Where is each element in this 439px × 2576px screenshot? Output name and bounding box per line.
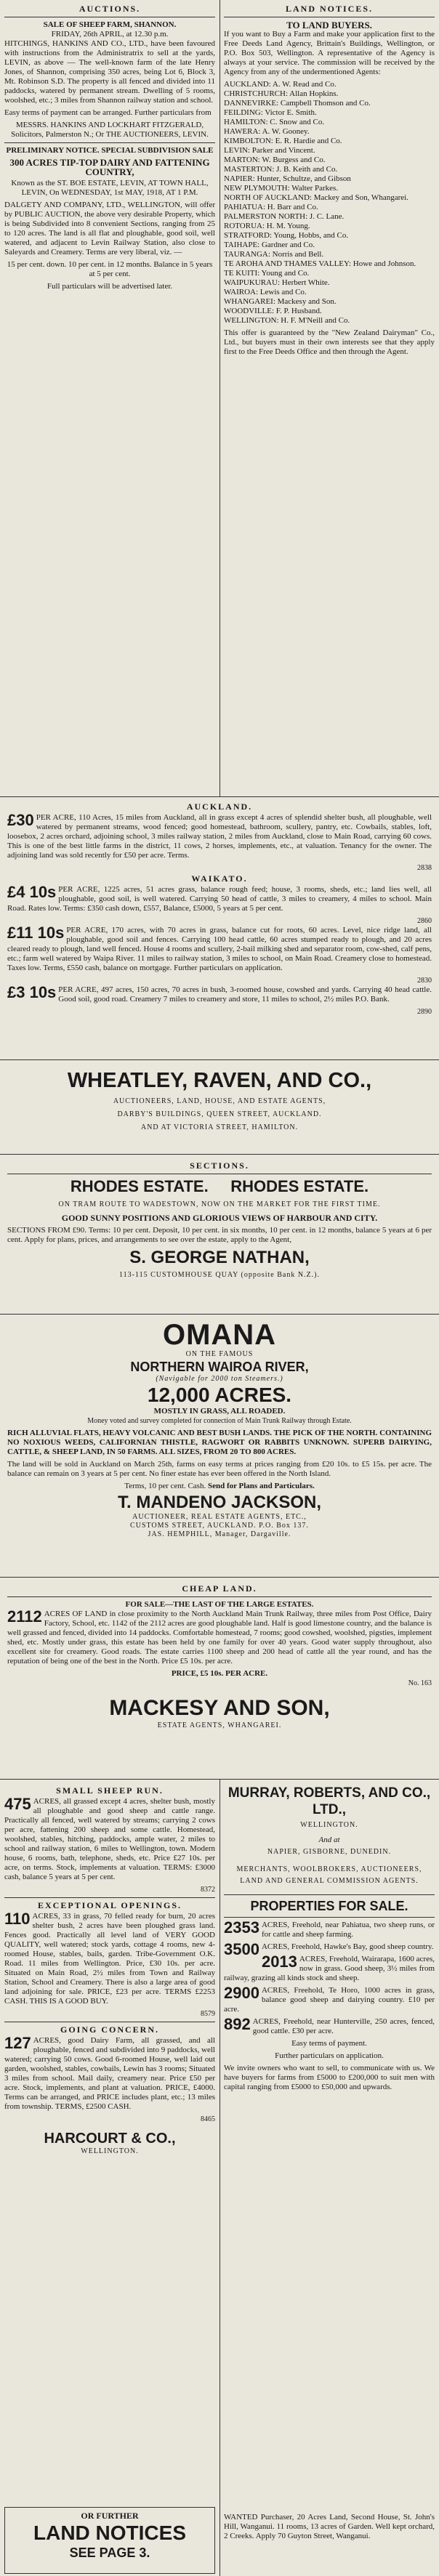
property-acres: 3500 — [224, 1940, 259, 1958]
waikato-body-3: PER ACRE, 497 acres, 150 acres, 70 acres in bush, 3-roomed house, cowshed and yards. Carrying 40 head cattle. Good soil, good road. Creamery 7 miles to creamery and store, 11 miles to school, 2½ miles P.O. Bank. — [58, 985, 432, 1004]
murray-and-at: And at — [318, 1836, 340, 1844]
divider — [224, 1917, 435, 1918]
murray-column — [224, 1785, 435, 2095]
cheap-land-acres: 2112 — [7, 1607, 42, 1626]
land-notices-column — [224, 3, 435, 360]
agent-item: HAWERA: A. W. Gooney. — [224, 127, 310, 136]
footer-line-3: SEE PAGE 3. — [69, 2545, 150, 2560]
waikato-listing-1 — [7, 885, 432, 913]
divider — [4, 142, 215, 143]
harcourt-name: HARCOURT & CO., — [44, 2131, 176, 2147]
section-divider — [0, 1577, 439, 1578]
buyers-title: TO LAND BUYERS. — [286, 20, 372, 31]
omana-terms: Terms, 10 per cent. Cash. — [124, 1482, 206, 1490]
omana-agent: T. MANDENO JACKSON, — [117, 1493, 322, 1512]
agent-item: TE AROHA AND THAMES VALLEY: Howe and Johnson. — [224, 259, 416, 268]
cheap-land-ref: No. 163 — [408, 1679, 432, 1687]
divider — [224, 1894, 435, 1895]
auctions-header: AUCTIONS. — [78, 4, 141, 14]
small-sheep-listing — [4, 1797, 215, 1882]
rhodes-views: GOOD SUNNY POSITIONS AND GLORIOUS VIEWS OF HARBOUR AND CITY. — [61, 1213, 378, 1223]
agent-item: PALMERSTON NORTH: J. C. Lane. — [224, 212, 345, 221]
property-body: ACRES, Freehold, Te Horo, 1000 acres in grass, balance good sheep and dairying country. £10 per acre. — [224, 1986, 435, 2014]
cheap-land-listing — [7, 1607, 432, 1666]
prelim-lead: 300 ACRES TIP-TOP DAIRY AND FATTENING COUNTRY, — [9, 157, 210, 177]
omana-agent-address: CUSTOMS STREET, AUCKLAND. P.O. Box 137. — [130, 1522, 309, 1530]
agent-item: HAMILTON: C. Snow and Co. — [224, 118, 325, 126]
cheap-land-price: PRICE, £5 10s. PER ACRE. — [171, 1669, 268, 1678]
agent-item: FEILDING: Victor E. Smith. — [224, 108, 317, 117]
small-sheep-acres: 475 — [4, 1795, 31, 1813]
agents-list — [224, 80, 435, 326]
omana-auction: The land will be sold in Auckland on March 25th, farms on easy terms at prices ranging from £20 10s. to £5 15s. per acre. The balance can remain on 3 years at 5 per cent. No finer estate has ever been offered in the North Island. — [7, 1460, 432, 1478]
property-body: ACRES, Freehold, Hawke's Bay, good sheep country. — [261, 1942, 434, 1951]
omana-money: Money voted and survey completed for connection of Main Trunk Railway through Estate. — [87, 1417, 352, 1425]
exceptional-listing — [4, 1912, 215, 2006]
small-sheep-body: ACRES, all grassed except 4 acres, shelter bush, mostly all ploughable and good sheep and cattle range. Practically all fenced, well watered by streams; carrying 2 cows per acre, fattening 200 sheep and some cattle. Homestead, woolshed, stables, hitching, paddocks, ample water, 2 miles to school and railway station, 6 miles to Wellington, town. Modern house, 6 rooms, bath, telephone, sheds, etc. Price £27 10s. per acre, on terms. Stock, implements at valuation. TERMS: £3000 cash, balance 5 years at 5 per cent. — [4, 1797, 215, 1881]
prelim-auctioneer: DALGETY AND COMPANY, LTD., WELLINGTON, will offer by PUBLIC AUCTION, the above very desirable Property, which is being Subdivided into 8 convenient Sections, ranging from 25 to 120 acres. The land is all flat and ploughable, good soil, well watered, and adjacent to Levin Railway Station, also close to Saleyards and Creamery. Terms are very liberal, viz. — — [4, 201, 215, 257]
rhodes-agent: S. GEORGE NATHAN, — [129, 1248, 310, 1267]
section-divider — [0, 1314, 439, 1315]
going-concern-body: ACRES, good Dairy Farm, all grassed, and all ploughable, fenced and subdivided into 9 paddocks, well watered; carrying 50 cows. Good 6-roomed House, well laid out garden, woolshed, stables, cowbails, Lewin has 3 rooms; Situated 3 miles from school. Mail daily, creamery near. Price £50 per acre. Stock, implements, and plant at valuation. PRICE, £4000. Terms can be arranged, and PRICE includes plant, etc.; 13 miles from township. TERMS, £2500 CASH. — [4, 2036, 215, 2111]
murray-sub: WELLINGTON. — [300, 1821, 358, 1829]
divider — [7, 1596, 432, 1597]
section-divider — [0, 1154, 439, 1155]
rhodes-tram: ON TRAM ROUTE TO WADESTOWN, NOW ON THE MARKET FOR THE FIRST TIME. — [58, 1200, 381, 1208]
agent-item: TE KUITI: Young and Co. — [224, 269, 310, 278]
waikato-ref-3: 2890 — [417, 1008, 432, 1016]
agent-item: LEVIN: Parker and Vincent. — [224, 146, 315, 155]
omana-acres-label: ACRES. — [214, 1384, 292, 1406]
footer-line-2: LAND NOTICES — [33, 2522, 186, 2544]
waikato-listing-3 — [7, 985, 432, 1004]
waikato-ref-2: 2830 — [417, 977, 432, 985]
agent-item: TAIHAPE: Gardner and Co. — [224, 241, 315, 249]
exceptional-header: EXCEPTIONAL OPENINGS. — [37, 1900, 182, 1910]
property-body: ACRES, Freehold, near Pahiatua, two sheep runs, or for cattle and sheep farming. — [261, 1921, 435, 1939]
properties-list — [224, 1918, 435, 2036]
mackesy-sub: ESTATE AGENTS, WHANGAREI. — [157, 1721, 282, 1729]
going-concern-acres: 127 — [4, 2034, 31, 2052]
agent-item: KIMBOLTON: E. R. Hardie and Co. — [224, 137, 342, 145]
waikato-header: WAIKATO. — [191, 873, 248, 884]
property-acres: 2900 — [224, 1984, 259, 2002]
wheatley-address-1: DARBY'S BUILDINGS, QUEEN STREET, AUCKLAND. — [117, 1110, 322, 1118]
auctions-column — [4, 3, 215, 294]
agent-item: AUCKLAND: A. W. Read and Co. — [224, 80, 337, 89]
omana-agent-local: JAS. HEMPHILL, Manager, Dargaville. — [148, 1530, 291, 1538]
omana-body: RICH ALLUVIAL FLATS, HEAVY VOLCANIC AND BEST BUSH LANDS. THE PICK OF THE NORTH. CONTAINING NO NOXIOUS WEEDS, CALIFORNIAN THISTLE, RAGWORT OR RABBITS UNKNOWN. SUPERB DAIRYING, CATTLE, & SHEEP LAND, IN 50 FARMS. ALL SIZES, FROM 20 TO 800 ACRES. — [7, 1429, 432, 1456]
footer-line-1: OR FURTHER — [81, 2511, 139, 2521]
going-concern-ref: 8465 — [201, 2115, 215, 2123]
omana-plans: Send for Plans and Particulars. — [207, 1482, 315, 1490]
auckland-ref: 2838 — [417, 864, 432, 872]
agent-item: WELLINGTON: H. F. M'Neill and Co. — [224, 316, 350, 325]
exceptional-acres: 110 — [4, 1910, 31, 1928]
harcourt-column — [4, 1785, 215, 2156]
property-listing — [224, 1986, 435, 2014]
auckland-header: AUCKLAND. — [186, 802, 253, 812]
waikato-body-2: PER ACRE, 170 acres, with 70 acres in grass, balance cut for roots, 60 acres. Level, nice ridge land, all ploughable, good soil and fences. Carrying 100 head cattle, 60 acres stumped ready to plough, and 20 acres cleared ready to plough, land well fenced. House 4 rooms and scullery, 2-bail milking shed and separator room, cow-shed, calf pens, etc.; farm well watered by Waipa River. 11 miles to railway station, 3 miles to school, on Main Road. Creamery close to homestead. Taxes low. Terms, £550 cash, balance on mortgage. Further particulars on application. — [7, 926, 432, 972]
agent-item: NAPIER: Hunter, Schultze, and Gibson — [224, 174, 351, 183]
cheap-land-body: ACRES OF LAND in close proximity to the North Auckland Main Trunk Railway, three miles from Post Office, Dairy Factory, School, etc. 1142 of the 2112 acres are good ploughable land. Half is good limestone country, and the balance is well grassed and fenced, divided into 14 paddocks. Comfortable homestead, 7 rooms; good cowshed, woolshed, pigsties, implement shed, etc. Mostly under grass, this estate has been held by one family for over 40 years. Good water supply throughout, also excellent site for creamery. Good roads. The estate carries 1100 sheep and 200 head of cattle all the year round, and has the reputation of being one of the best in the North. Price £5 10s. per acre. — [7, 1610, 432, 1665]
agent-item: ROTORUA: H. M. Young. — [224, 222, 310, 230]
properties-header: PROPERTIES FOR SALE. — [250, 1899, 408, 1913]
prelim-title: PRELIMINARY NOTICE. SPECIAL SUBDIVISION SALE — [6, 146, 214, 155]
omana-terms-row — [7, 1482, 432, 1491]
waikato-price-1: £4 10s — [7, 883, 57, 901]
sale-title: SALE OF SHEEP FARM, SHANNON. — [43, 20, 177, 29]
murray-name: MURRAY, ROBERTS, AND CO., LTD., — [227, 1785, 431, 1817]
omana-title: OMANA — [162, 1319, 277, 1351]
offer-body: This offer is guaranteed by the "New Zealand Dairyman" Co., Ltd., but buyers must in their own interests see that they apply first to the Free Deeds Office and then through the Agent. — [224, 328, 435, 356]
property-acres: 2353 — [224, 1918, 259, 1937]
agent-item: WAIROA: Lewis and Co. — [224, 288, 307, 296]
omana-agent-sub: AUCTIONEER, REAL ESTATE AGENTS, ETC., — [132, 1513, 307, 1521]
wanted-block — [224, 2513, 435, 2544]
sale-date: FRIDAY, 26th APRIL, at 12.30 p.m. — [51, 30, 169, 39]
wheatley-sub: AUCTIONEERS, LAND, HOUSE, AND ESTATE AGENTS, — [113, 1097, 326, 1105]
waikato-price-3: £3 10s — [7, 983, 57, 1001]
land-notices-header: LAND NOTICES. — [285, 4, 374, 14]
auckland-waikato-block — [7, 801, 432, 1017]
divider — [4, 1897, 215, 1898]
property-listing — [224, 1940, 435, 1958]
omana-block — [7, 1320, 432, 1539]
sale-agents: MESSRS. HANKINS AND LOCKHART FITZGERALD, Solicitors, Palmerston N.; Or THE AUCTIONEERS, LEVIN. — [11, 121, 209, 139]
buyers-body: If you want to Buy a Farm and make your application first to the Free Deeds Land Agency, Brittain's Buildings, Wellington, or P.O. Box 503, Wellington. A representative of the Agency is always at your service. The commission will be received by the Agency from any of the undermentioned Agents: — [224, 30, 435, 76]
property-listing — [224, 1918, 435, 1939]
agent-item: WHANGAREI: Mackesy and Son. — [224, 297, 337, 306]
agent-item: MARTON: W. Burgess and Co. — [224, 156, 326, 164]
agent-item: STRATFORD: Young, Hobbs, and Co. — [224, 231, 349, 240]
agent-item: PAHIATUA: H. Barr and Co. — [224, 203, 318, 211]
section-divider — [0, 796, 439, 797]
cheap-land-block — [7, 1583, 432, 1730]
prelim-body: Known as the ST. BOE ESTATE, LEVIN, AT TOWN HALL, LEVIN, On WEDNESDAY, 1st MAY, 1918, AT 1 P.M. — [11, 179, 209, 197]
rhodes-title: RHODES ESTATE. RHODES ESTATE. — [70, 1177, 369, 1195]
auckland-listing — [7, 813, 432, 860]
rhodes-agent-address: 113-115 CUSTOMHOUSE QUAY (opposite Bank N.Z.). — [119, 1271, 320, 1279]
omana-acres-block — [7, 1384, 432, 1407]
omana-navigable: (Navigable for 2000 ton Steamers.) — [156, 1375, 283, 1383]
waikato-body-1: PER ACRE, 1225 acres, 51 acres grass, balance rough feed; house, 3 rooms, sheds, etc.; land lies well, all ploughable, good soil, is well watered. Carrying 50 head of cattle, 3 miles to creamery, 4 miles to school. Main Road. Rates low. Terms: £350 cash down, £557, Balance, £5000, 5 years at 5 per cent. — [7, 885, 432, 913]
property-acres: 2013 — [261, 1953, 297, 1971]
property-body: ACRES, Freehold, Wairarapa, 1600 acres, now in grass. Good sheep, 3½ miles from railway, grazing all kinds stock and sheep. — [224, 1955, 435, 1982]
waikato-ref-1: 2860 — [417, 917, 432, 925]
waikato-listing-2 — [7, 926, 432, 973]
agent-item: DANNEVIRKE: Campbell Thomson and Co. — [224, 99, 371, 108]
property-body: ACRES, Freehold, near Hunterville, 250 acres, fenced, good cattle. £30 per acre. — [252, 2017, 435, 2035]
property-listing — [224, 1955, 435, 1983]
section-divider — [0, 1059, 439, 1060]
small-sheep-ref: 8372 — [201, 1886, 215, 1894]
prelim-footer: Full particulars will be advertised later. — [47, 282, 173, 291]
wanted-body: WANTED Purchaser, 20 Acres Land, Second House, St. John's Hill, Wanganui. 11 rooms, 13 acres of Garden. Well kept orchard, 2 Creeks. Apply 70 Guyton Street, Wanganui. — [224, 2513, 435, 2540]
omana-river: NORTHERN WAIROA RIVER, — [130, 1360, 309, 1374]
footer-land-notices-box — [4, 2507, 215, 2574]
omana-famous: ON THE FAMOUS — [185, 1350, 254, 1358]
omana-acres: 12,000 — [147, 1384, 210, 1406]
mackesy-name: MACKESY AND SON, — [109, 1696, 330, 1720]
wheatley-block — [7, 1068, 432, 1132]
cheap-land-sub: FOR SALE—THE LAST OF THE LARGE ESTATES. — [125, 1600, 314, 1609]
properties-invite: We invite owners who want to sell, to communicate with us. We have buyers for farms from £5000 to £200,000 to suit men with capital ranging from £5000 to £50,000 and upwards. — [224, 2064, 435, 2091]
properties-terms: Easy terms of payment. — [291, 2039, 367, 2048]
agent-item: WAIPUKURAU: Herbert White. — [224, 278, 330, 287]
waikato-price-2: £11 10s — [7, 924, 65, 942]
agent-item: NORTH OF AUCKLAND: Mackey and Son, Whangarei. — [224, 193, 408, 202]
rhodes-body: SECTIONS FROM £90. Terms: 10 per cent. Deposit, 10 per cent. in six months, 10 per cent. in 12 months, balance 5 years at 6 per cent. Apply for plans, prices, and arrangements to see over the estate, apply to the Agent, — [7, 1226, 432, 1244]
small-sheep-header: SMALL SHEEP RUN. — [56, 1785, 164, 1796]
sale-terms: Easy terms of payment can be arranged. Further particulars from — [4, 108, 212, 117]
rhodes-block — [7, 1160, 432, 1280]
sale-body: HITCHINGS, HANKINS AND CO., LTD., have been favoured with instructions from the Administratrix to sell at the yards, LEVIN, as above — The well-known farm of the late Henry Jones, of Shannon, comprising 350 acres, being Lot 6, Block 3, Mt. Robinson S.D. The property is all fenced and divided into 11 paddocks, watered by permanent stream. Dwelling of 5 rooms, woolshed, etc.; 3 miles from Shannon railway station and school. — [4, 39, 215, 105]
properties-further: Further particulars on application. — [275, 2051, 384, 2060]
wheatley-address-2: AND AT VICTORIA STREET, HAMILTON. — [140, 1123, 299, 1131]
exceptional-body: ACRES, 33 in grass, 70 felled ready for burn, 20 acres shelter bush, 2 acres have been ploughed grass land. Fences good. Practically all level land of VERY GOOD QUALITY, well watered; stock yards, cottage 4 rooms, new 4-roomed House, stables, bails, garden. Tribe-Government O.K. Road. 11 miles from Wellington. Price, £30 10s. per acre. Situated on Main Road, 2½ miles from Town and Railway Station, School and Creamery. There is also a large area of good land adjoining for sale. PRICE, £23 per acre. TERMS £2253 CASH. THIS IS A GOOD BUY. — [4, 1912, 215, 2006]
murray-trades: MERCHANTS, WOOLBROKERS, AUCTIONEERS, LAND AND GENERAL COMMISSION AGENTS. — [236, 1865, 422, 1885]
cheap-land-header: CHEAP LAND. — [182, 1583, 257, 1594]
agent-item: NEW PLYMOUTH: Walter Parkes. — [224, 184, 339, 193]
sections-header: SECTIONS. — [190, 1160, 249, 1171]
exceptional-ref: 8579 — [201, 2010, 215, 2018]
omana-mostly: MOSTLY IN GRASS, ALL ROADED. — [153, 1407, 286, 1416]
agent-item: WOODVILLE: F. P. Husband. — [224, 307, 322, 315]
property-listing — [224, 2017, 435, 2036]
harcourt-sub: WELLINGTON. — [81, 2147, 139, 2155]
murray-branches: NAPIER, GISBORNE, DUNEDIN. — [267, 1848, 392, 1856]
agent-item: TAURANGA: Norris and Bell. — [224, 250, 324, 259]
prelim-terms: 15 per cent. down. 10 per cent. in 12 months. Balance in 5 years at 5 per cent. — [7, 260, 213, 278]
auckland-body: PER ACRE, 110 Acres, 15 miles from Auckland, all in grass except 4 acres of splendid shelter bush, all ploughable, well watered by permanent streams, wood fenced; good homestead, bathroom, scullery, pantry, etc. Cowbails, stables, loft, loosebox, 2 acres orchard, adjoining school, 3 miles railway station, 2 miles from Auckland, close to Main Road, carrying 60 cows. This is one of the best little farms in the district, 11 cows, 2 horses, implements, etc., at valuation. Tenancy for the owner. The adjoining land was sold recently for £50 per acre. Terms. — [7, 813, 432, 860]
property-acres: 892 — [224, 2015, 251, 2033]
agent-item: MASTERTON: J. B. Keith and Co. — [224, 165, 338, 174]
going-concern-listing — [4, 2036, 215, 2112]
agent-item: CHRISTCHURCH: Allan Hopkins. — [224, 89, 339, 98]
auckland-price: £30 — [7, 811, 34, 829]
going-concern-header: GOING CONCERN. — [60, 2024, 159, 2035]
wheatley-name: WHEATLEY, RAVEN, AND CO., — [67, 1069, 372, 1092]
